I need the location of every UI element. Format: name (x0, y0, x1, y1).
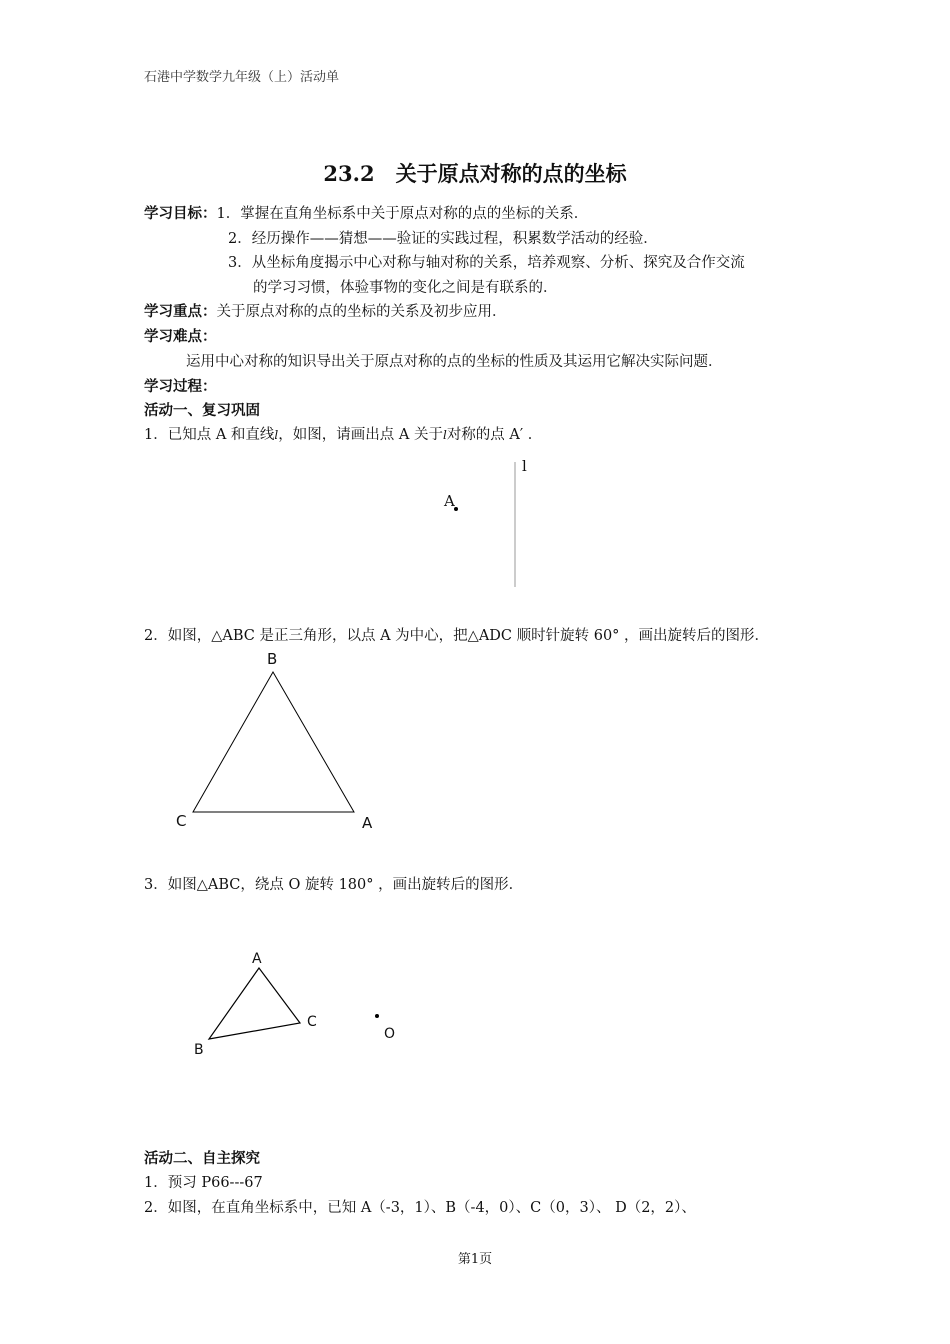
figure1-label-l: l (522, 457, 527, 475)
q1-text-before: 1．已知点 A 和直线 (144, 427, 275, 443)
q1-text-middle: ，如图，请画出点 A 关于 (278, 427, 443, 443)
figure1-label-a: A (444, 492, 455, 510)
figure2-label-a: A (362, 814, 373, 832)
difficulty-label: 学习难点： (144, 329, 217, 345)
process-label: 学习过程： (144, 379, 217, 395)
activity1-question-2: 2．如图，△ABC 是正三角形，以点 A 为中心，把△ADC 顺时针旋转 60° ，画出旋转后的图形． (144, 628, 770, 644)
figure3-label-o: O (384, 1026, 396, 1042)
figure2-label-b: B (267, 650, 278, 668)
figure3-label-a: A (252, 951, 262, 967)
figure3-triangle (209, 968, 300, 1039)
figure3-label-c: C (307, 1014, 317, 1030)
page-title: 23.2 关于原点对称的点的坐标 (323, 161, 627, 186)
page-header: 石港中学数学九年级（上）活动单 (144, 70, 340, 85)
q1-line-var: l (274, 428, 279, 442)
q1-line-var-2: l (442, 428, 447, 442)
figure2-label-c: C (176, 812, 187, 830)
difficulty-text: 运用中心对称的知识导出关于原点对称的点的坐标的性质及其运用它解决实际问题． (186, 354, 723, 370)
objective-2: 2．经历操作——猜想——验证的实践过程，积累数学活动的经验． (228, 231, 658, 247)
figure2-triangle (193, 672, 354, 812)
q1-text-after: 对称的点 A′ ． (446, 427, 543, 443)
figure3-point-o (375, 1014, 379, 1018)
key-point-text: 关于原点对称的点的坐标的关系及初步应用． (216, 304, 507, 320)
key-point-label: 学习重点： (144, 304, 217, 320)
objective-3-cont: 的学习习惯，体验事物的变化之间是有联系的． (253, 280, 558, 296)
objective-1: 1．掌握在直角坐标系中关于原点对称的点的坐标的关系． (216, 206, 589, 222)
objectives-label: 学习目标： (144, 206, 217, 222)
activity1-heading: 活动一、复习巩固 (144, 403, 260, 419)
activity1-question-3: 3．如图△ABC，绕点 O 旋转 180° ，画出旋转后的图形． (144, 877, 524, 893)
activity2-question-1: 1．预习 P66---67 (144, 1175, 263, 1191)
activity2-heading: 活动二、自主探究 (144, 1151, 260, 1167)
figure3-label-b: B (194, 1042, 204, 1058)
page-footer: 第1页 (457, 1252, 493, 1267)
objective-3: 3．从坐标角度揭示中心对称与轴对称的关系，培养观察、分析、探究及合作交流 (228, 255, 745, 271)
activity2-question-2: 2．如图，在直角坐标系中，已知 A（-3，1）、B（-4，0）、C（0，3）、 D（2，2）、 (144, 1200, 696, 1216)
